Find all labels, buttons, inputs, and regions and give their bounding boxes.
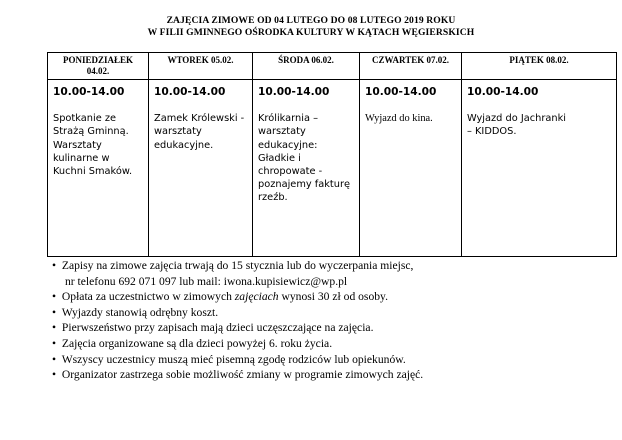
note-changes xyxy=(52,367,612,383)
note-priority-text: Pierwszeństwo przy zapisach mają dzieci uczęszczające na zajęcia. xyxy=(61,321,374,335)
note-trips-text: Wyjazdy stanowią odrębny koszt. xyxy=(61,305,219,319)
day-header-friday: PIĄTEK 08.02. xyxy=(462,53,617,80)
note-age xyxy=(52,336,612,352)
day-cell-tuesday xyxy=(149,80,253,257)
note-consent-text: Wszyscy uczestnicy muszą mieć pisemną zgodę rodziców lub opiekunów. xyxy=(61,352,406,366)
activity-description: Zamek Królewski - warsztaty edukacyjne. xyxy=(154,113,245,151)
note-changes-text: Organizator zastrzega sobie możliwość zmiany w programie zimowych zajęć. xyxy=(61,368,424,382)
note-consent xyxy=(52,352,612,368)
activity-time: 10.00-14.00 xyxy=(467,86,539,98)
activity-description: Królikarnia – warsztaty edukacyjne: Gładkie i chropowate - poznajemy fakturę rzeźb. xyxy=(258,113,351,204)
day-header-monday: PONIEDZIAŁEK 04.02. xyxy=(48,53,149,80)
activity-time: 10.00-14.00 xyxy=(365,86,437,98)
activity-time: 10.00-14.00 xyxy=(154,86,226,98)
day-cell-friday xyxy=(462,80,617,257)
note-age-text: Zajęcia organizowane są dla dzieci powyżej 6. roku życia. xyxy=(61,336,333,350)
schedule-activity-row xyxy=(48,80,617,257)
day-header-wednesday: ŚRODA 06.02. xyxy=(253,53,360,80)
day-cell-wednesday xyxy=(253,80,360,257)
activity-description: Wyjazd do kina. xyxy=(365,113,433,125)
day-header-thursday: CZWARTEK 07.02. xyxy=(360,53,462,80)
note-priority xyxy=(52,320,612,336)
notes-list xyxy=(52,258,612,383)
activity-description: Spotkanie ze Strażą Gminną. Warsztaty kulinarne w Kuchni Smaków. xyxy=(53,113,133,178)
day-header-tuesday: WTOREK 05.02. xyxy=(149,53,253,80)
note-fee-text-start: Opłata za uczestnictwo w zimowych xyxy=(61,290,235,304)
day-cell-monday xyxy=(48,80,149,257)
bullet-icon: • xyxy=(52,352,57,366)
activity-description: Wyjazd do Jachranki – KIDDOS. xyxy=(467,113,566,138)
note-trips xyxy=(52,305,612,321)
document-title-line-1: ZAJĘCIA ZIMOWE OD 04 LUTEGO DO 08 LUTEGO 2019 ROKU xyxy=(166,15,456,26)
note-fee-emphasis: zajęciach xyxy=(234,290,279,304)
note-fee-text-end: wynosi 30 zł od osoby. xyxy=(278,290,388,304)
day-cell-thursday xyxy=(360,80,462,257)
note-registration xyxy=(52,258,612,289)
bullet-icon: • xyxy=(52,336,57,350)
schedule-table xyxy=(47,52,617,257)
bullet-icon: • xyxy=(52,368,57,382)
bullet-icon: • xyxy=(52,259,57,272)
schedule-header-row xyxy=(48,53,617,80)
document-title-line-2: W FILII GMINNEGO OŚRODKA KULTURY W KĄTACH WĘGIERSKICH xyxy=(147,27,475,38)
note-registration-contact: nr telefonu 692 071 097 lub mail: iwona.kupisiewicz@wp.pl xyxy=(65,274,348,288)
note-fee xyxy=(52,289,612,305)
activity-time: 10.00-14.00 xyxy=(53,86,125,98)
bullet-icon: • xyxy=(52,305,57,319)
note-registration-text: Zapisy na zimowe zajęcia trwają do 15 stycznia lub do wyczerpania miejsc, xyxy=(61,259,414,272)
activity-time: 10.00-14.00 xyxy=(258,86,330,98)
bullet-icon: • xyxy=(52,290,57,304)
bullet-icon: • xyxy=(52,321,57,335)
